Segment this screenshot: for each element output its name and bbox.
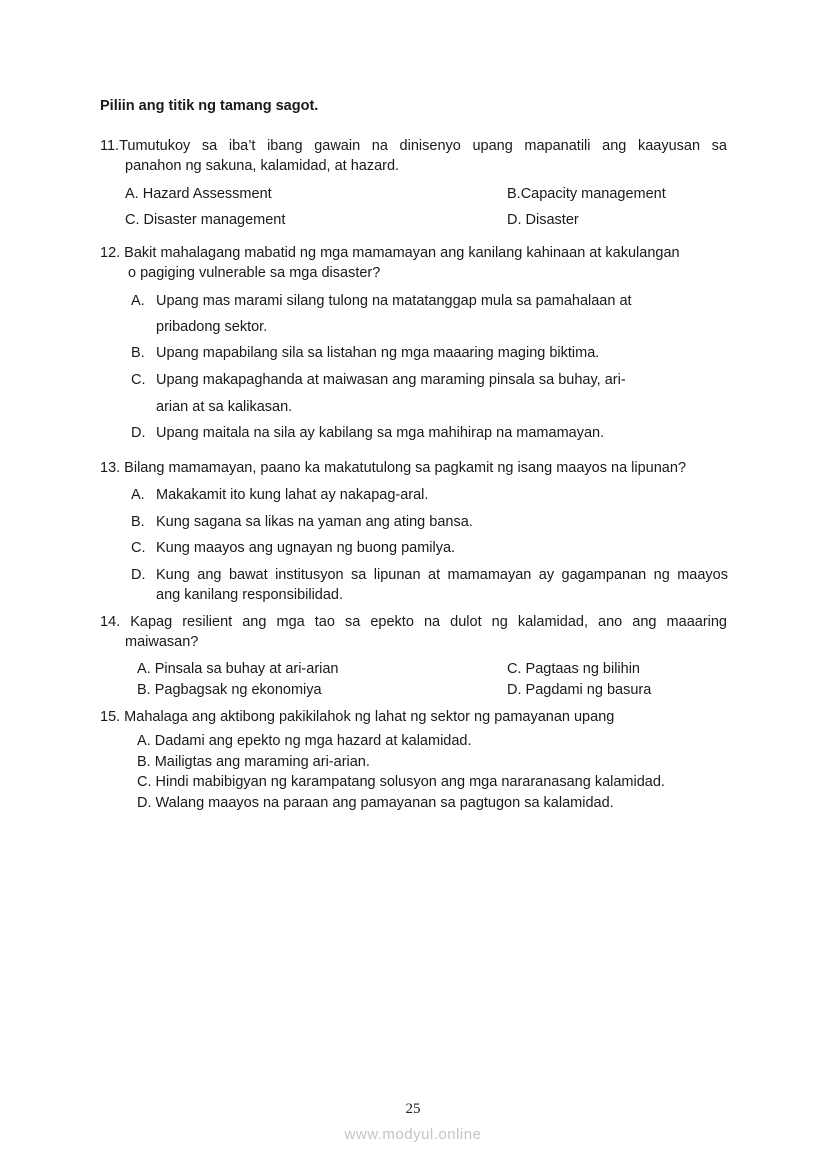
question-11-choice-d: D. Disaster — [507, 212, 579, 228]
watermark: www.modyul.online — [344, 1126, 482, 1143]
question-12-line-1: 12. Bakit mahalagang mabatid ng mga mamamayan ang kanilang kahinaan at kakulangan — [100, 245, 680, 261]
question-13-choice-d-line-2: ang kanilang responsibilidad. — [156, 587, 344, 603]
question-13-choice-a-label: A. — [131, 487, 145, 503]
question-12-choice-c-line-2: arian at sa kalikasan. — [156, 399, 293, 415]
question-12-choice-c-line-1: Upang makapaghanda at maiwasan ang maraming pinsala sa buhay, ari- — [156, 372, 626, 388]
question-14-choice-a: A. Pinsala sa buhay at ari-arian — [137, 661, 339, 677]
question-15-choice-d: D. Walang maayos na paraan ang pamayanan sa pagtugon sa kalamidad. — [137, 795, 614, 811]
question-15-choice-a: A. Dadami ang epekto ng mga hazard at kalamidad. — [137, 733, 472, 749]
question-13-choice-a-text: Makakamit ito kung lahat ay nakapag-aral. — [156, 487, 429, 503]
question-11-line-2: panahon ng sakuna, kalamidad, at hazard. — [125, 158, 400, 174]
question-12-choice-b-text: Upang mapabilang sila sa listahan ng mga maaaring maging biktima. — [156, 345, 600, 361]
question-13-choice-d-line-1: Kung ang bawat institusyon sa lipunan at mamamayan ay gagampanan ng maayos — [156, 567, 728, 583]
question-12-choice-a-line-1: Upang mas marami silang tulong na matatanggap mula sa pamahalaan at — [156, 293, 632, 309]
instruction-heading: Piliin ang titik ng tamang sagot. — [100, 98, 319, 114]
question-14-line-2: maiwasan? — [125, 634, 199, 650]
question-12-choice-b-label: B. — [131, 345, 145, 361]
question-13-choice-d-label: D. — [131, 567, 146, 583]
question-14-choice-b: B. Pagbagsak ng ekonomiya — [137, 682, 322, 698]
question-13-choice-c-text: Kung maayos ang ugnayan ng buong pamilya. — [156, 540, 456, 556]
question-12-line-2: o pagiging vulnerable sa mga disaster? — [128, 265, 381, 281]
question-12-choice-c-label: C. — [131, 372, 146, 388]
question-14-choice-c: C. Pagtaas ng bilihin — [507, 661, 640, 677]
question-13-line-1: 13. Bilang mamamayan, paano ka makatutulong sa pagkamit ng isang maayos na lipunan? — [100, 460, 687, 476]
question-14-choice-d: D. Pagdami ng basura — [507, 682, 652, 698]
question-11-line-1: 11.Tumutukoy sa iba’t ibang gawain na dinisenyo upang mapanatili ang kaayusan sa — [100, 138, 727, 154]
question-15-choice-c: C. Hindi mabibigyan ng karampatang solusyon ang mga nararanasang kalamidad. — [137, 774, 665, 790]
question-12-choice-a-label: A. — [131, 293, 145, 309]
question-11-choice-b: B.Capacity management — [507, 186, 666, 202]
question-12-choice-d-label: D. — [131, 425, 146, 441]
question-11-choice-a: A. Hazard Assessment — [125, 186, 272, 202]
question-13-choice-b-text: Kung sagana sa likas na yaman ang ating bansa. — [156, 514, 473, 530]
question-13-choice-b-label: B. — [131, 514, 145, 530]
question-14-line-1: 14. Kapag resilient ang mga tao sa epekto na dulot ng kalamidad, ano ang maaaring — [100, 614, 727, 630]
page-number: 25 — [405, 1101, 421, 1117]
question-13-choice-c-label: C. — [131, 540, 146, 556]
question-15-choice-b: B. Mailigtas ang maraming ari-arian. — [137, 754, 370, 770]
question-12-choice-a-line-2: pribadong sektor. — [156, 319, 268, 335]
question-11-choice-c: C. Disaster management — [125, 212, 286, 228]
question-15-line-1: 15. Mahalaga ang aktibong pakikilahok ng lahat ng sektor ng pamayanan upang — [100, 709, 615, 725]
question-12-choice-d-text: Upang maitala na sila ay kabilang sa mga mahihirap na mamamayan. — [156, 425, 605, 441]
